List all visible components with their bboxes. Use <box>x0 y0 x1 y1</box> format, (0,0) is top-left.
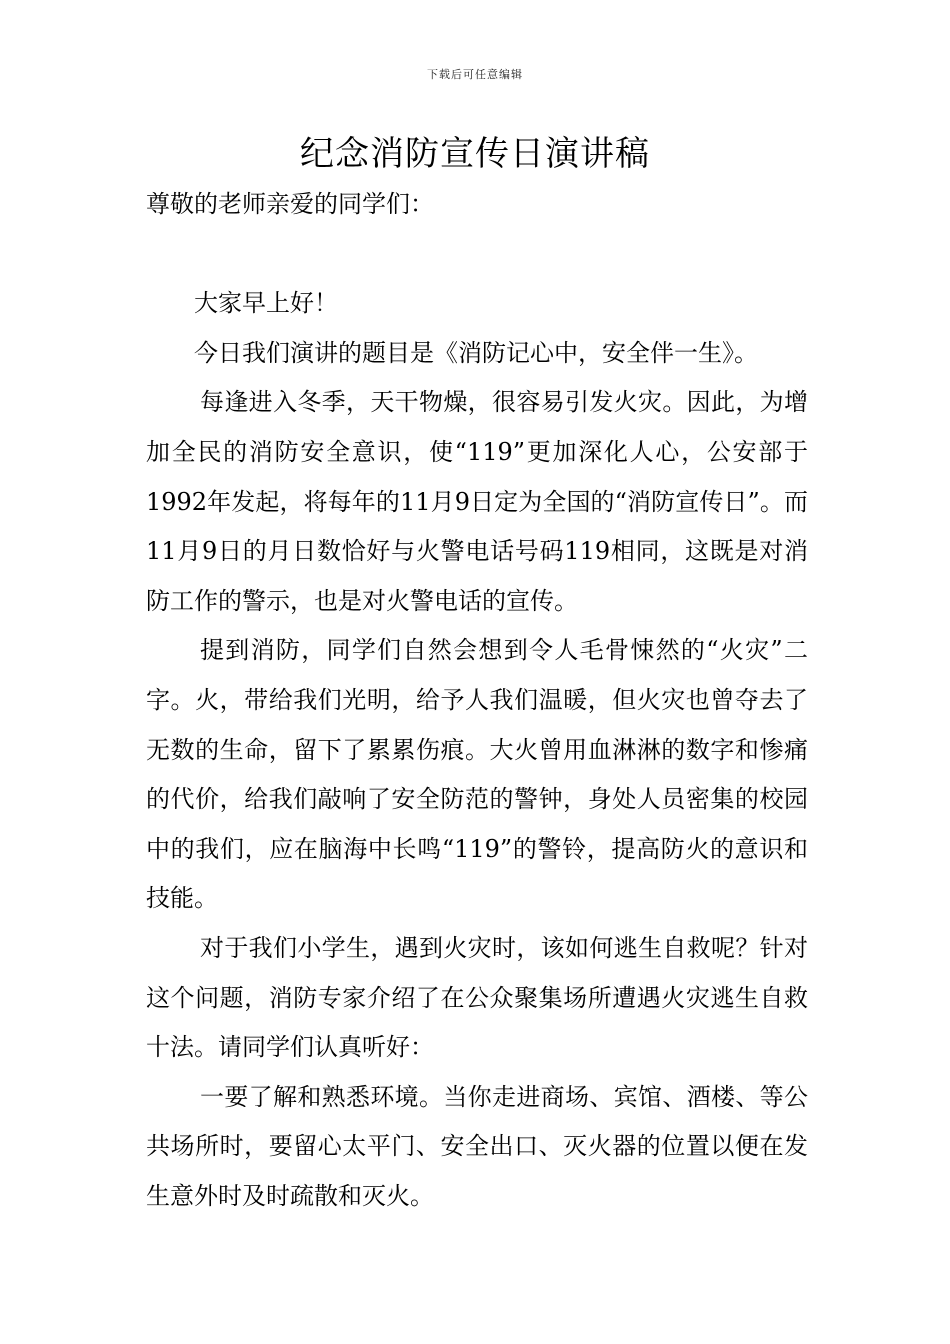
document-title: 纪念消防宣传日演讲稿 <box>300 134 650 174</box>
paragraph-topic: 今日我们演讲的题目是《消防记心中，安全伴一生》。 <box>194 338 758 367</box>
paragraph-escape-intro: 对于我们小学生，遇到火灾时，该如何逃生自救呢？针对这个问题，消防专家介绍了在公众聚集场所遭遇火灾逃生自救十法。请同学们认真听好： <box>146 933 808 1062</box>
salutation: 尊敬的老师亲爱的同学们： <box>146 190 434 218</box>
paragraph-greeting: 大家早上好！ <box>194 289 338 318</box>
paragraph-fire-day: 每逢进入冬季，天干物燥，很容易引发火灾。因此，为增加全民的消防安全意识，使“119”更加深化人心，公安部于1992年发起，将每年的11月9日定为全国的“消防宣传日”。而11月9日的月日数恰好与火警电话号码119相同，这既是对消防工作的警示，也是对火警电话的宣传。 <box>146 388 808 615</box>
paragraph-fire-danger: 提到消防，同学们自然会想到令人毛骨悚然的“火灾”二字。火，带给我们光明，给予人我们温暖，但火灾也曾夺去了无数的生命，留下了累累伤痕。大火曾用血淋淋的数字和惨痛的代价，给我们敲响了安全防范的警钟，身处人员密集的校园中的我们，应在脑海中长鸣“119”的警铃，提高防火的意识和技能。 <box>146 636 808 913</box>
header-note: 下载后可任意编辑 <box>427 68 523 81</box>
document-body <box>146 180 808 1221</box>
paragraph-rule-one: 一要了解和熟悉环境。当你走进商场、宾馆、酒楼、等公共场所时，要留心太平门、安全出口、灭火器的位置以便在发生意外时及时疏散和灭火。 <box>146 1082 808 1210</box>
